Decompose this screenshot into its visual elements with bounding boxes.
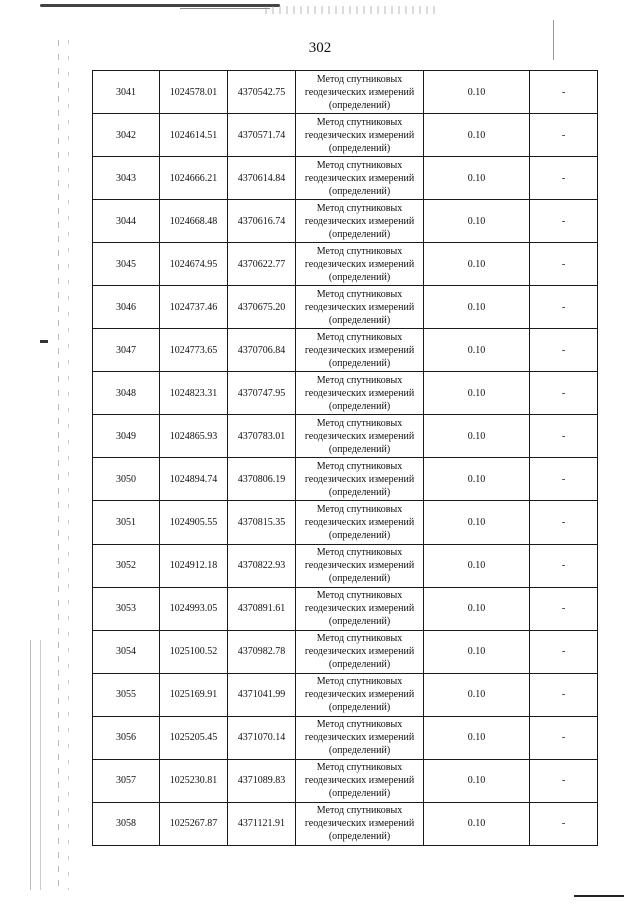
method-line: геодезических измерений xyxy=(304,689,415,701)
method-line: геодезических измерений xyxy=(304,172,415,184)
method-line: (определений) xyxy=(328,357,391,369)
note-cell: - xyxy=(530,759,598,802)
table-row xyxy=(93,501,598,544)
y-coordinate-cell: 4370542.75 xyxy=(228,71,296,114)
x-coordinate-cell: 1024666.21 xyxy=(160,157,228,200)
method-line: геодезических измерений xyxy=(304,258,415,270)
table-row xyxy=(93,286,598,329)
table-row xyxy=(93,544,598,587)
table-row xyxy=(93,71,598,114)
scan-artifact xyxy=(40,340,48,343)
y-coordinate-cell: 4370815.35 xyxy=(228,501,296,544)
table-row xyxy=(93,673,598,716)
method-line: геодезических измерений xyxy=(304,560,415,572)
accuracy-cell: 0.10 xyxy=(424,71,530,114)
note-cell: - xyxy=(530,329,598,372)
point-number-cell: 3045 xyxy=(93,243,160,286)
point-number-cell: 3048 xyxy=(93,372,160,415)
note-cell: - xyxy=(530,544,598,587)
accuracy-cell: 0.10 xyxy=(424,372,530,415)
method-line: геодезических измерений xyxy=(304,732,415,744)
x-coordinate-cell: 1024993.05 xyxy=(160,587,228,630)
method-line: геодезических измерений xyxy=(304,86,415,98)
y-coordinate-cell: 4371089.83 xyxy=(228,759,296,802)
y-coordinate-cell: 4370806.19 xyxy=(228,458,296,501)
note-cell: - xyxy=(530,673,598,716)
method-cell xyxy=(296,71,424,114)
method-line: Метод спутниковых xyxy=(316,762,403,774)
method-line: (определений) xyxy=(328,99,391,111)
x-coordinate-cell: 1024674.95 xyxy=(160,243,228,286)
x-coordinate-cell: 1025205.45 xyxy=(160,716,228,759)
method-cell xyxy=(296,587,424,630)
method-cell xyxy=(296,372,424,415)
table-row xyxy=(93,329,598,372)
method-cell xyxy=(296,114,424,157)
page-number: 302 xyxy=(308,40,332,56)
method-line: (определений) xyxy=(328,185,391,197)
point-number-cell: 3054 xyxy=(93,630,160,673)
table-row xyxy=(93,630,598,673)
note-cell: - xyxy=(530,200,598,243)
table-row xyxy=(93,415,598,458)
table-row xyxy=(93,759,598,802)
method-line: Метод спутниковых xyxy=(316,202,403,214)
note-cell: - xyxy=(530,114,598,157)
scan-artifact xyxy=(30,640,31,890)
point-number-cell: 3057 xyxy=(93,759,160,802)
method-line: геодезических измерений xyxy=(304,473,415,485)
accuracy-cell: 0.10 xyxy=(424,243,530,286)
method-line: Метод спутниковых xyxy=(316,245,403,257)
x-coordinate-cell: 1025169.91 xyxy=(160,673,228,716)
method-line: (определений) xyxy=(328,142,391,154)
method-line: Метод спутниковых xyxy=(316,547,403,559)
x-coordinate-cell: 1024865.93 xyxy=(160,415,228,458)
x-coordinate-cell: 1024614.51 xyxy=(160,114,228,157)
note-cell: - xyxy=(530,587,598,630)
y-coordinate-cell: 4370614.84 xyxy=(228,157,296,200)
table-body xyxy=(93,71,598,846)
accuracy-cell: 0.10 xyxy=(424,415,530,458)
note-cell: - xyxy=(530,630,598,673)
method-cell xyxy=(296,630,424,673)
y-coordinate-cell: 4370982.78 xyxy=(228,630,296,673)
x-coordinate-cell: 1025230.81 xyxy=(160,759,228,802)
method-line: (определений) xyxy=(328,616,391,628)
accuracy-cell: 0.10 xyxy=(424,759,530,802)
accuracy-cell: 0.10 xyxy=(424,716,530,759)
point-number-cell: 3052 xyxy=(93,544,160,587)
method-line: геодезических измерений xyxy=(304,430,415,442)
x-coordinate-cell: 1024823.31 xyxy=(160,372,228,415)
method-line: Метод спутниковых xyxy=(316,503,403,515)
method-line: (определений) xyxy=(328,486,391,498)
y-coordinate-cell: 4370622.77 xyxy=(228,243,296,286)
method-line: Метод спутниковых xyxy=(316,460,403,472)
method-line: Метод спутниковых xyxy=(316,116,403,128)
accuracy-cell: 0.10 xyxy=(424,630,530,673)
note-cell: - xyxy=(530,716,598,759)
accuracy-cell: 0.10 xyxy=(424,802,530,845)
method-line: геодезических измерений xyxy=(304,516,415,528)
y-coordinate-cell: 4370822.93 xyxy=(228,544,296,587)
method-line: геодезических измерений xyxy=(304,129,415,141)
method-line: (определений) xyxy=(328,788,391,800)
method-cell xyxy=(296,157,424,200)
method-line: Метод спутниковых xyxy=(316,417,403,429)
method-line: (определений) xyxy=(328,228,391,240)
point-number-cell: 3042 xyxy=(93,114,160,157)
scan-artifact xyxy=(40,640,41,890)
method-cell xyxy=(296,329,424,372)
scan-artifact xyxy=(40,4,280,7)
point-number-cell: 3050 xyxy=(93,458,160,501)
point-number-cell: 3043 xyxy=(93,157,160,200)
x-coordinate-cell: 1024737.46 xyxy=(160,286,228,329)
method-line: Метод спутниковых xyxy=(316,374,403,386)
method-cell xyxy=(296,501,424,544)
x-coordinate-cell: 1024905.55 xyxy=(160,501,228,544)
y-coordinate-cell: 4370571.74 xyxy=(228,114,296,157)
accuracy-cell: 0.10 xyxy=(424,286,530,329)
coordinates-table xyxy=(92,70,598,846)
method-cell xyxy=(296,544,424,587)
method-line: (определений) xyxy=(328,573,391,585)
method-line: (определений) xyxy=(328,271,391,283)
point-number-cell: 3056 xyxy=(93,716,160,759)
method-line: геодезических измерений xyxy=(304,775,415,787)
method-line: Метод спутниковых xyxy=(316,288,403,300)
method-cell xyxy=(296,759,424,802)
method-line: (определений) xyxy=(328,702,391,714)
x-coordinate-cell: 1024912.18 xyxy=(160,544,228,587)
y-coordinate-cell: 4370706.84 xyxy=(228,329,296,372)
accuracy-cell: 0.10 xyxy=(424,329,530,372)
y-coordinate-cell: 4371041.99 xyxy=(228,673,296,716)
accuracy-cell: 0.10 xyxy=(424,157,530,200)
point-number-cell: 3041 xyxy=(93,71,160,114)
method-line: Метод спутниковых xyxy=(316,719,403,731)
y-coordinate-cell: 4370747.95 xyxy=(228,372,296,415)
method-line: Метод спутниковых xyxy=(316,73,403,85)
table-row xyxy=(93,716,598,759)
accuracy-cell: 0.10 xyxy=(424,114,530,157)
note-cell: - xyxy=(530,415,598,458)
note-cell: - xyxy=(530,458,598,501)
y-coordinate-cell: 4371121.91 xyxy=(228,802,296,845)
note-cell: - xyxy=(530,802,598,845)
table-row xyxy=(93,157,598,200)
method-line: Метод спутниковых xyxy=(316,159,403,171)
scan-artifact xyxy=(58,40,59,890)
method-line: геодезических измерений xyxy=(304,215,415,227)
method-cell xyxy=(296,458,424,501)
method-cell xyxy=(296,200,424,243)
note-cell: - xyxy=(530,501,598,544)
method-cell xyxy=(296,716,424,759)
y-coordinate-cell: 4370891.61 xyxy=(228,587,296,630)
method-line: геодезических измерений xyxy=(304,603,415,615)
point-number-cell: 3053 xyxy=(93,587,160,630)
note-cell: - xyxy=(530,71,598,114)
method-line: Метод спутниковых xyxy=(316,331,403,343)
table-row xyxy=(93,372,598,415)
x-coordinate-cell: 1024578.01 xyxy=(160,71,228,114)
method-cell xyxy=(296,243,424,286)
point-number-cell: 3047 xyxy=(93,329,160,372)
method-line: Метод спутниковых xyxy=(316,590,403,602)
scan-artifact xyxy=(265,6,435,14)
method-line: (определений) xyxy=(328,400,391,412)
method-cell xyxy=(296,415,424,458)
method-line: геодезических измерений xyxy=(304,387,415,399)
note-cell: - xyxy=(530,243,598,286)
scan-artifact xyxy=(180,8,270,9)
method-line: геодезических измерений xyxy=(304,301,415,313)
point-number-cell: 3049 xyxy=(93,415,160,458)
method-line: (определений) xyxy=(328,443,391,455)
accuracy-cell: 0.10 xyxy=(424,673,530,716)
method-cell xyxy=(296,802,424,845)
table-row xyxy=(93,114,598,157)
method-line: Метод спутниковых xyxy=(316,676,403,688)
x-coordinate-cell: 1025267.87 xyxy=(160,802,228,845)
method-line: (определений) xyxy=(328,314,391,326)
method-cell xyxy=(296,286,424,329)
note-cell: - xyxy=(530,372,598,415)
accuracy-cell: 0.10 xyxy=(424,501,530,544)
method-line: (определений) xyxy=(328,745,391,757)
point-number-cell: 3058 xyxy=(93,802,160,845)
accuracy-cell: 0.10 xyxy=(424,544,530,587)
method-cell xyxy=(296,673,424,716)
method-line: Метод спутниковых xyxy=(316,805,403,817)
y-coordinate-cell: 4370675.20 xyxy=(228,286,296,329)
y-coordinate-cell: 4371070.14 xyxy=(228,716,296,759)
method-line: (определений) xyxy=(328,529,391,541)
table-row xyxy=(93,458,598,501)
point-number-cell: 3046 xyxy=(93,286,160,329)
table-row xyxy=(93,802,598,845)
method-line: (определений) xyxy=(328,659,391,671)
x-coordinate-cell: 1024773.65 xyxy=(160,329,228,372)
method-line: геодезических измерений xyxy=(304,818,415,830)
point-number-cell: 3044 xyxy=(93,200,160,243)
table-row xyxy=(93,587,598,630)
x-coordinate-cell: 1024894.74 xyxy=(160,458,228,501)
note-cell: - xyxy=(530,286,598,329)
point-number-cell: 3055 xyxy=(93,673,160,716)
method-line: (определений) xyxy=(328,831,391,843)
x-coordinate-cell: 1025100.52 xyxy=(160,630,228,673)
point-number-cell: 3051 xyxy=(93,501,160,544)
y-coordinate-cell: 4370616.74 xyxy=(228,200,296,243)
accuracy-cell: 0.10 xyxy=(424,458,530,501)
scan-artifact xyxy=(68,40,69,890)
x-coordinate-cell: 1024668.48 xyxy=(160,200,228,243)
method-line: геодезических измерений xyxy=(304,344,415,356)
table-row xyxy=(93,243,598,286)
accuracy-cell: 0.10 xyxy=(424,587,530,630)
y-coordinate-cell: 4370783.01 xyxy=(228,415,296,458)
method-line: геодезических измерений xyxy=(304,646,415,658)
note-cell: - xyxy=(530,157,598,200)
method-line: Метод спутниковых xyxy=(316,633,403,645)
table-row xyxy=(93,200,598,243)
accuracy-cell: 0.10 xyxy=(424,200,530,243)
scan-artifact xyxy=(574,895,624,897)
